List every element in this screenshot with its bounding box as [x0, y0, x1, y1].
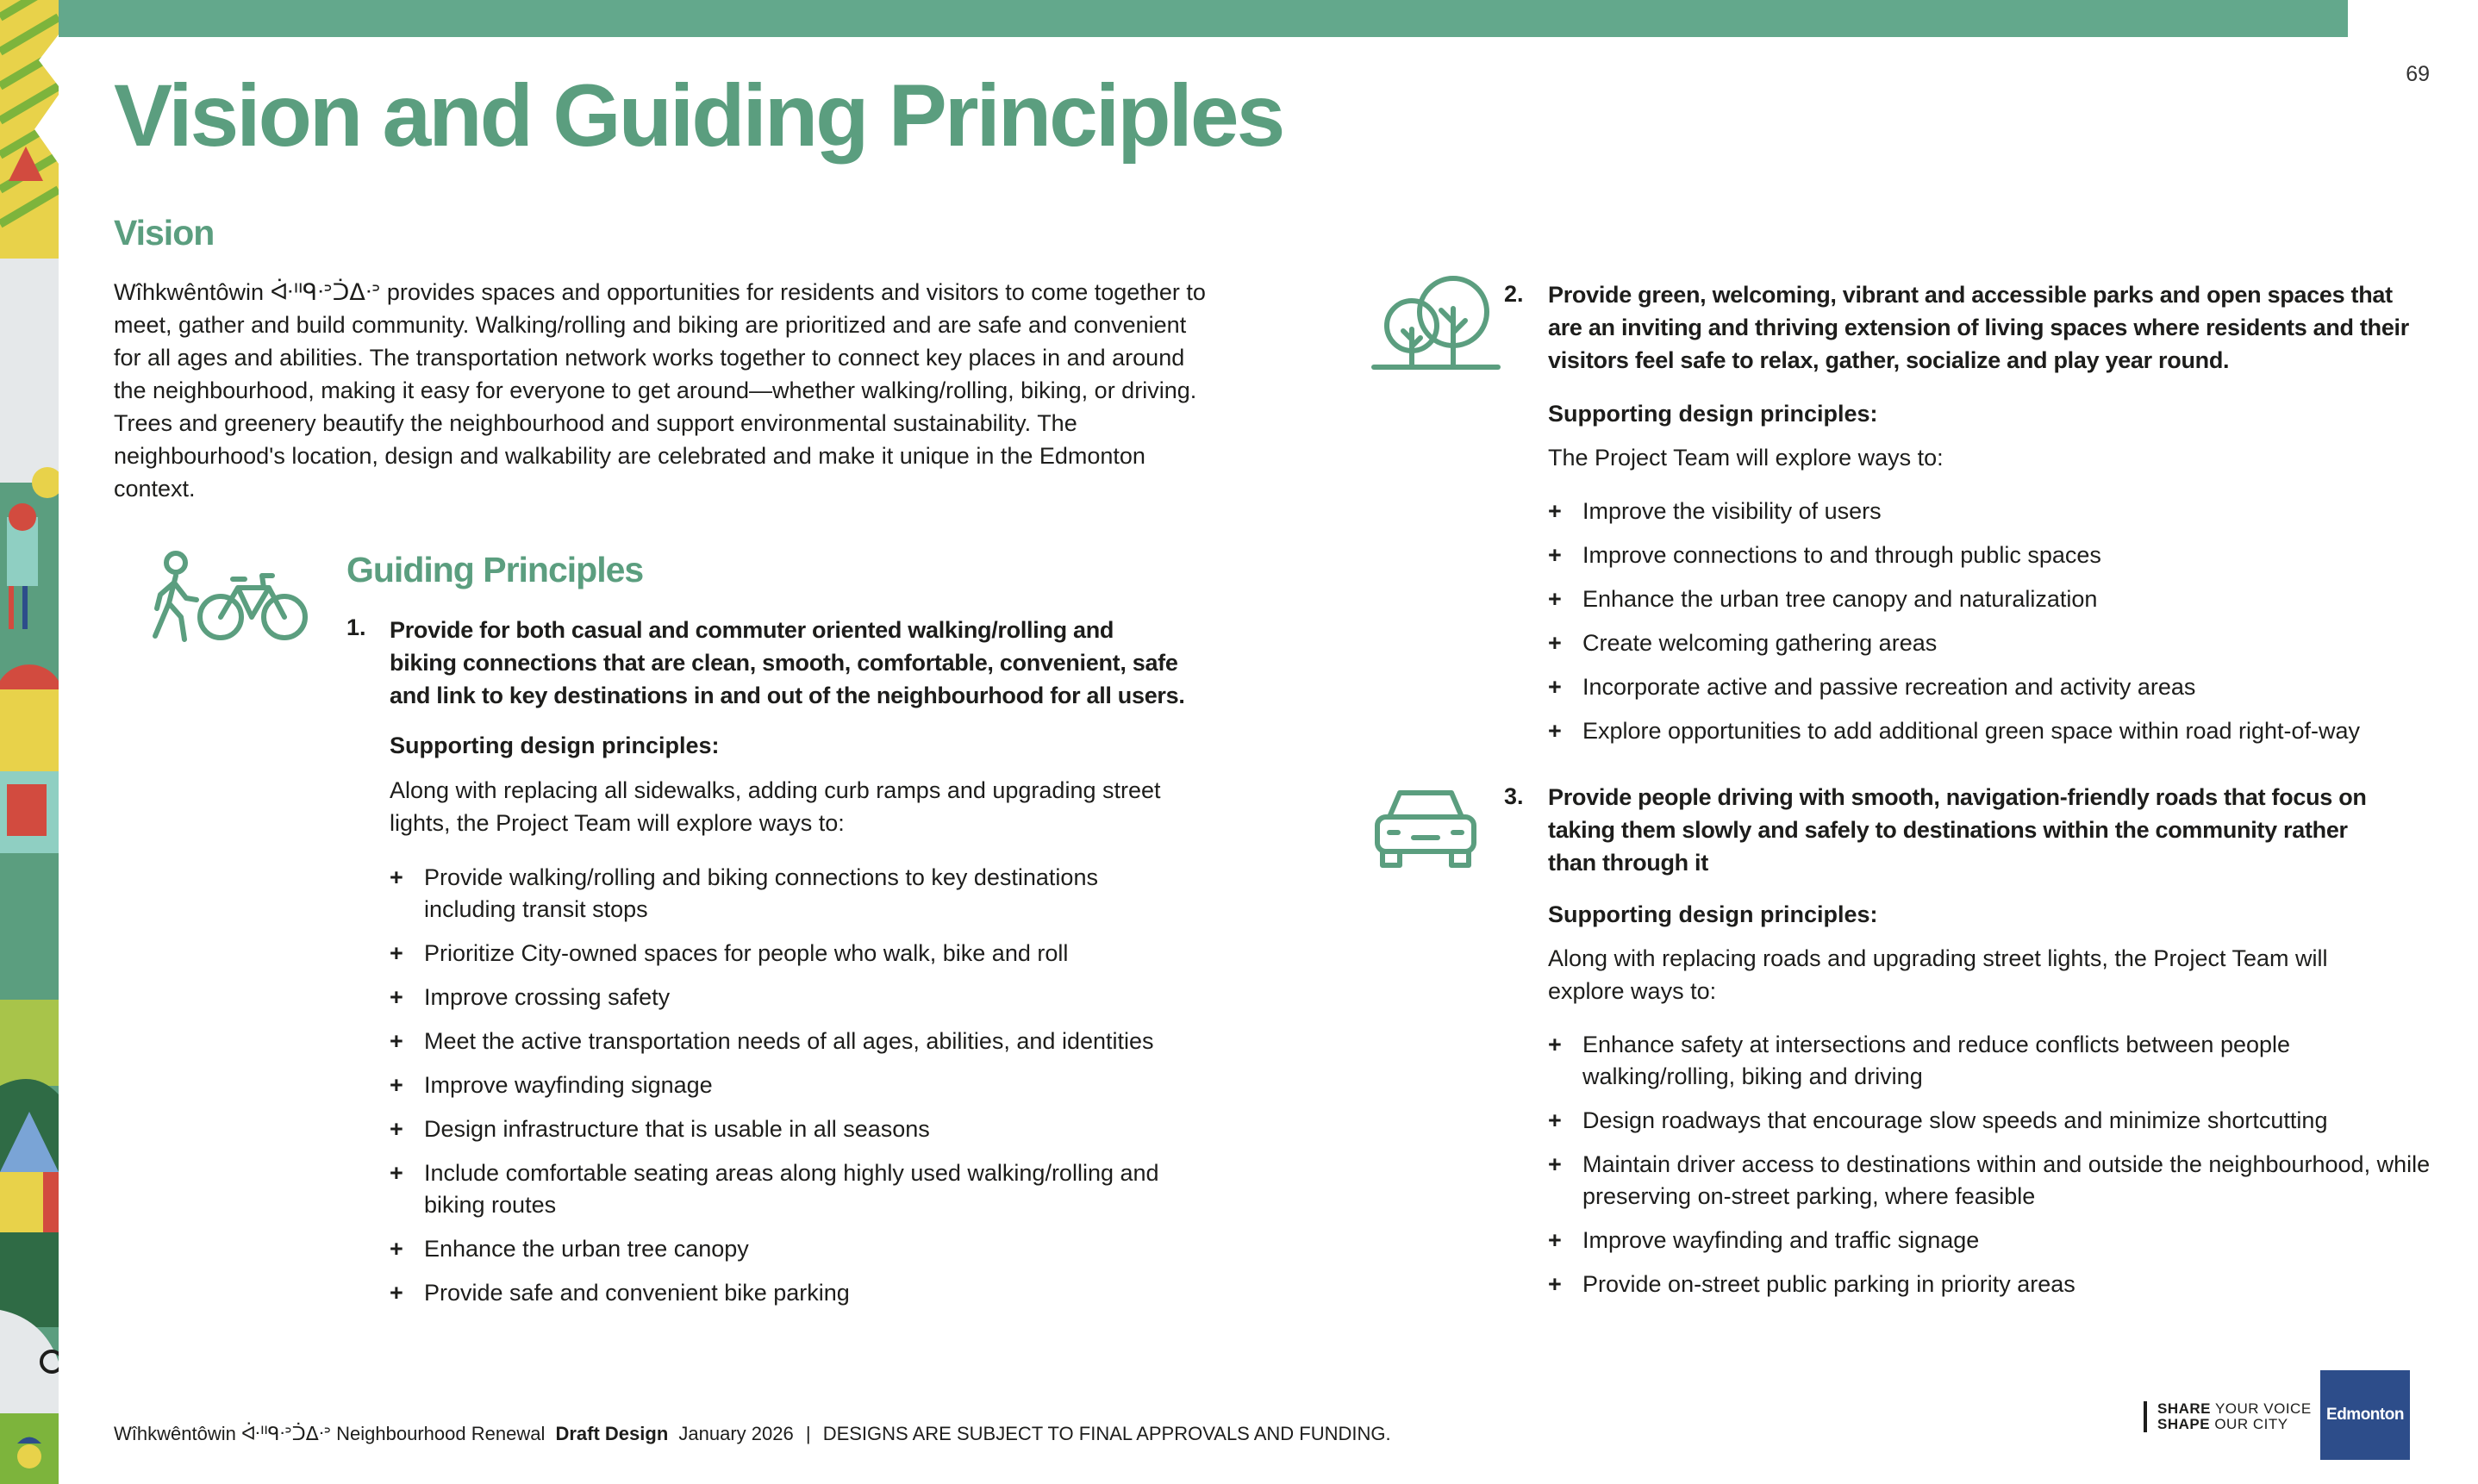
- guiding-principles-heading: Guiding Principles: [346, 550, 644, 589]
- list-item: + Prioritize City-owned spaces for people who walk, bike and roll: [390, 938, 1191, 970]
- principle-3-intro: Along with replacing roads and upgrading street lights, the Project Team will explore ways to:: [1548, 945, 2328, 1004]
- plus-icon: +: [1548, 1151, 1562, 1177]
- principle-3-list: [1548, 1029, 2431, 1313]
- list-item: + Improve connections to and through public spaces: [1548, 539, 2427, 571]
- footer-project: Wîhkwêntôwin ᐚᐦᑫᐧᐣᑑᐃᐧᐣ Neighbourhood Renewal: [114, 1423, 546, 1444]
- plus-icon: +: [1548, 498, 1562, 524]
- plus-icon: +: [390, 1160, 403, 1186]
- list-item: + Maintain driver access to destinations within and outside the neighbourhood, while preserving on-street parking, where feasible: [1548, 1149, 2431, 1213]
- principle-2-title: Provide green, welcoming, vibrant and accessible parks and open spaces that are an inviting and thriving extension of living spaces where residents and their visitors feel safe to relax, gather, socialize and play year round.: [1548, 282, 2409, 373]
- decorative-pattern-graphic: [0, 0, 59, 1484]
- plus-icon: +: [1548, 542, 1562, 568]
- plus-icon: +: [1548, 1107, 1562, 1133]
- plus-icon: +: [1548, 718, 1562, 744]
- car-icon: [1370, 784, 1481, 870]
- pedestrian-bike-icon: [138, 550, 310, 645]
- principle-3-number: 3.: [1504, 783, 1524, 809]
- footer-divider: |: [805, 1423, 811, 1444]
- list-item: + Improve the visibility of users: [1548, 496, 2427, 527]
- edmonton-logo: Edmonton: [2320, 1370, 2410, 1460]
- list-item: + Provide on-street public parking in priority areas: [1548, 1269, 2431, 1300]
- plus-icon: +: [390, 1280, 403, 1306]
- list-item: + Enhance safety at intersections and reduce conflicts between people walking/rolling, biking and driving: [1548, 1029, 2431, 1093]
- principle-1-intro: Along with replacing all sidewalks, adding curb ramps and upgrading street lights, the Project Team will explore ways to:: [390, 777, 1161, 836]
- list-item: + Meet the active transportation needs of all ages, abilities, and identities: [390, 1026, 1191, 1057]
- share-your-voice-logo: SHARE YOUR VOICE SHAPE OUR CITY: [2144, 1401, 2312, 1432]
- decorative-side-strip: [0, 0, 59, 1484]
- principle-1-number: 1.: [346, 614, 366, 640]
- plus-icon: +: [1548, 674, 1562, 700]
- footer-status: Draft Design: [555, 1423, 669, 1444]
- page-footer: [114, 1423, 1391, 1445]
- list-item: + Explore opportunities to add additional green space within road right-of-way: [1548, 715, 2427, 747]
- plus-icon: +: [390, 940, 403, 966]
- list-item: + Include comfortable seating areas along highly used walking/rolling and biking routes: [390, 1157, 1191, 1221]
- footer-disclaimer: DESIGNS ARE SUBJECT TO FINAL APPROVALS AND FUNDING.: [822, 1423, 1391, 1444]
- principle-3-supporting-label: Supporting design principles:: [1548, 901, 1878, 927]
- list-item: + Design roadways that encourage slow speeds and minimize shortcutting: [1548, 1105, 2431, 1137]
- plus-icon: +: [390, 1028, 403, 1054]
- plus-icon: +: [390, 1072, 403, 1098]
- list-item: + Enhance the urban tree canopy: [390, 1233, 1191, 1265]
- list-item: + Enhance the urban tree canopy and naturalization: [1548, 583, 2427, 615]
- principle-3-title: Provide people driving with smooth, navigation-friendly roads that focus on taking them slowly and safely to destinations within the community rather than through it: [1548, 784, 2367, 876]
- list-item: + Provide walking/rolling and biking connections to key destinations including transit stops: [390, 862, 1191, 926]
- principle-1-supporting-label: Supporting design principles:: [390, 733, 720, 758]
- plus-icon: +: [390, 864, 403, 890]
- list-item: + Incorporate active and passive recreation and activity areas: [1548, 671, 2427, 703]
- list-item: + Design infrastructure that is usable in all seasons: [390, 1113, 1191, 1145]
- plus-icon: +: [1548, 630, 1562, 656]
- list-item: + Create welcoming gathering areas: [1548, 627, 2427, 659]
- list-item: + Improve crossing safety: [390, 982, 1191, 1013]
- plus-icon: +: [390, 984, 403, 1010]
- plus-icon: +: [1548, 1271, 1562, 1297]
- list-item: + Provide safe and convenient bike parking: [390, 1277, 1191, 1309]
- plus-icon: +: [1548, 1227, 1562, 1253]
- plus-icon: +: [390, 1236, 403, 1262]
- principle-2-supporting-label: Supporting design principles:: [1548, 401, 1878, 427]
- trees-icon: [1370, 274, 1501, 373]
- top-accent-bar: [59, 0, 2348, 37]
- principle-1-title: Provide for both casual and commuter oriented walking/rolling and biking connections that are clean, smooth, comfortable, convenient, safe and link to key destinations in and out of the neighbourhood for all users.: [390, 617, 1185, 708]
- list-item: + Improve wayfinding and traffic signage: [1548, 1225, 2431, 1256]
- vision-paragraph: Wîhkwêntôwin ᐚᐦᑫᐧᐣᑑᐃᐧᐣ provides spaces and opportunities for residents and visitors to come together to meet, gather and build community. Walking/rolling and biking are prioritized and are safe and convenient for all ages and abilities. The transportation network works together to connect key places in and around the neighbourhood, making it easy for everyone to get around—whether walking/rolling, biking, or driving. Trees and greenery beautify the neighbourhood and support environmental sustainability. The neighbourhood's location, design and walkability are celebrated and make it unique in the Edmonton context.: [114, 279, 1206, 502]
- plus-icon: +: [1548, 586, 1562, 612]
- footer-date: January 2026: [678, 1423, 794, 1444]
- principle-2-list: [1548, 496, 2427, 759]
- principle-2-number: 2.: [1504, 281, 1524, 307]
- principle-1-list: [390, 862, 1191, 1321]
- list-item: + Improve wayfinding signage: [390, 1069, 1191, 1101]
- principle-2-intro: The Project Team will explore ways to:: [1548, 445, 1944, 471]
- plus-icon: +: [1548, 1032, 1562, 1057]
- plus-icon: +: [390, 1116, 403, 1142]
- vision-heading: Vision: [114, 213, 215, 253]
- page-number: 69: [2406, 62, 2430, 86]
- page-title: Vision and Guiding Principles: [114, 66, 1283, 165]
